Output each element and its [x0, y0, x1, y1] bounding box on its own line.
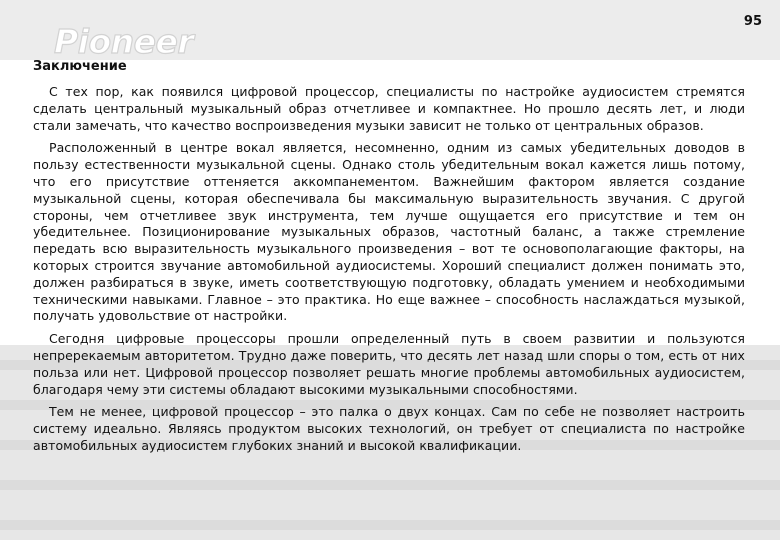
background-stripe — [0, 480, 780, 490]
page-number: 95 — [743, 14, 762, 29]
logo-text: Pioneer — [54, 22, 194, 61]
paragraph: Расположенный в центре вокал является, несомненно, одним из самых убедительных доводов в пользу естественности музыкальной сцены. Однако столь убедительным вокал кажется лишь потому, что его присутствие оттеняется аккомпанементом. Важнейшим фактором является создание музыкальной сцены, которая обеспечивала бы максимальную выразительность звучания. С другой стороны, чем отчетливее звук инструмента, тем лучше ощущается его присутствие и тем он убедительнее. Позиционирование музыкальных образов, частотный баланс, а также стремление передать всю выразительность музыкального произведения – вот те основополагающие факторы, на которых строится звучание автомобильной аудиосистемы. Хороший специалист должен понимать это, должен разбираться в звуке, иметь соответствующую подготовку, обладать умением и необходимыми техническими навыками. Главное – это практика. Но еще важнее – способность наслаждаться музыкой, получать удовольствие от настройки. — [33, 140, 745, 324]
section-heading: Заключение — [33, 59, 127, 74]
paragraph: Тем не менее, цифровой процессор – это палка о двух концах. Сам по себе не позволяет настроить систему идеально. Являясь продуктом высоких технологий, он требует от специалиста по настройке автомобильных аудиосистем глубоких знаний и высокой квалификации. — [33, 404, 745, 453]
pioneer-logo — [52, 22, 252, 62]
background-stripe — [0, 520, 780, 530]
paragraph: С тех пор, как появился цифровой процессор, специалисты по настройке аудиосистем стремятся сделать центральный музыкальный образ отчетливее и компактнее. Но прошло десять лет, и люди стали замечать, что качество воспроизведения музыки зависит не только от центральных образов. — [33, 84, 745, 133]
document-body — [33, 58, 745, 461]
paragraph: Сегодня цифровые процессоры прошли определенный путь в своем развитии и пользуются непререкаемым авторитетом. Трудно даже поверить, что десять лет назад шли споры о том, есть от них польза или нет. Цифровой процессор позволяет решать многие проблемы автомобильных аудиосистем, благодаря чему эти системы обладают высокими музыкальными способностями. — [33, 331, 745, 397]
